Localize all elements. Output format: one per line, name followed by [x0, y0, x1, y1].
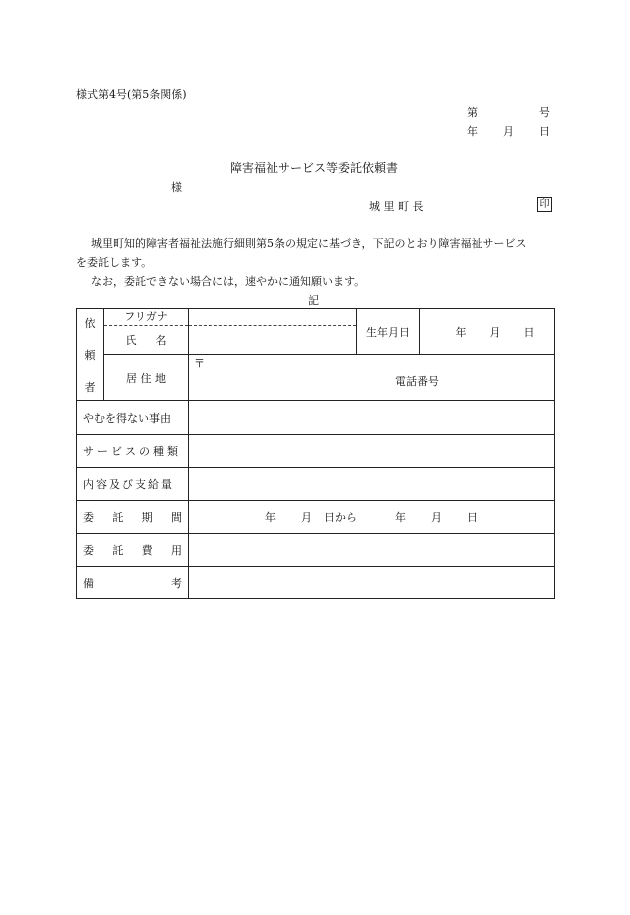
seal-mark: [537, 197, 552, 212]
date-year: 年: [467, 125, 478, 138]
period-field[interactable]: [189, 501, 555, 534]
cost-char-4: 用: [170, 544, 182, 557]
body-line-2: を委託します。: [76, 256, 153, 269]
content-field[interactable]: [189, 468, 555, 501]
name-field-cell[interactable]: [189, 309, 357, 355]
birth-day: 日: [523, 325, 535, 339]
addressee-suffix: 様: [171, 181, 182, 194]
ki-heading: 記: [308, 294, 319, 307]
period-start-month: 月: [301, 511, 312, 524]
service-type-field[interactable]: [189, 435, 555, 468]
requester-char-2: 頼: [84, 348, 96, 362]
service-type-text: サービスの種類: [83, 445, 181, 458]
body-line-3: なお，委託できない場合には，速やかに通知願います。: [91, 275, 366, 288]
address-field[interactable]: [189, 355, 555, 401]
address-label: 居 住 地: [104, 355, 189, 401]
cost-char-2: 託: [112, 544, 124, 557]
period-start-day: 日から: [324, 511, 357, 524]
period-char-2: 託: [112, 511, 124, 524]
doc-number-prefix: 第: [467, 106, 478, 119]
date-day: 日: [539, 125, 550, 138]
seal-text: 印: [537, 197, 552, 212]
birth-year: 年: [455, 325, 467, 339]
phone-label: 電話番号: [395, 375, 439, 388]
period-char-1: 委: [83, 511, 94, 524]
furigana-field[interactable]: [189, 309, 356, 326]
name-char-1: 氏: [125, 334, 137, 347]
period-label: [77, 501, 189, 534]
service-type-label: [77, 435, 189, 468]
requester-char-1: 依: [84, 316, 96, 330]
remarks-char-1: 備: [83, 576, 94, 590]
birthdate-field[interactable]: [420, 309, 555, 355]
cost-label: [77, 534, 189, 567]
document-title: 障害福祉サービス等委託依頼書: [230, 161, 399, 175]
form-number: 様式第4号(第5条関係): [76, 88, 187, 101]
period-start-year: 年: [265, 511, 276, 524]
period-end-day: 日: [467, 511, 478, 524]
remarks-char-2: 考: [171, 576, 182, 590]
body-line-1: 城里町知的障害者福祉法施行細則第5条の規定に基づき，下記のとおり障害福祉サービス: [91, 237, 527, 250]
furigana-label: フリガナ: [104, 309, 188, 326]
date-month: 月: [503, 125, 514, 138]
issuer: 城 里 町 長: [369, 200, 424, 213]
requester-label: [77, 309, 104, 401]
reason-label: やむを得ない事由: [77, 401, 189, 435]
remarks-field[interactable]: [189, 567, 555, 599]
request-form-table: [76, 308, 555, 599]
period-char-4: 間: [170, 511, 182, 524]
name-char-2: 名: [155, 334, 167, 347]
cost-char-1: 委: [83, 544, 94, 557]
name-label: [104, 326, 188, 354]
period-end-month: 月: [431, 511, 442, 524]
reason-field[interactable]: [189, 401, 555, 435]
name-field[interactable]: [189, 326, 356, 354]
postal-mark: 〒: [194, 357, 205, 370]
period-char-3: 期: [141, 511, 153, 524]
remarks-label: [77, 567, 189, 599]
doc-number-suffix: 号: [539, 106, 550, 119]
content-text: 内容及び支給量: [83, 478, 174, 491]
content-label: [77, 468, 189, 501]
cost-char-3: 費: [141, 544, 153, 557]
cost-field[interactable]: [189, 534, 555, 567]
requester-char-3: 者: [84, 380, 96, 394]
birthdate-label: 生年月日: [357, 309, 420, 355]
period-end-year: 年: [395, 511, 406, 524]
birth-month: 月: [489, 325, 501, 339]
name-label-cell: [104, 309, 189, 355]
